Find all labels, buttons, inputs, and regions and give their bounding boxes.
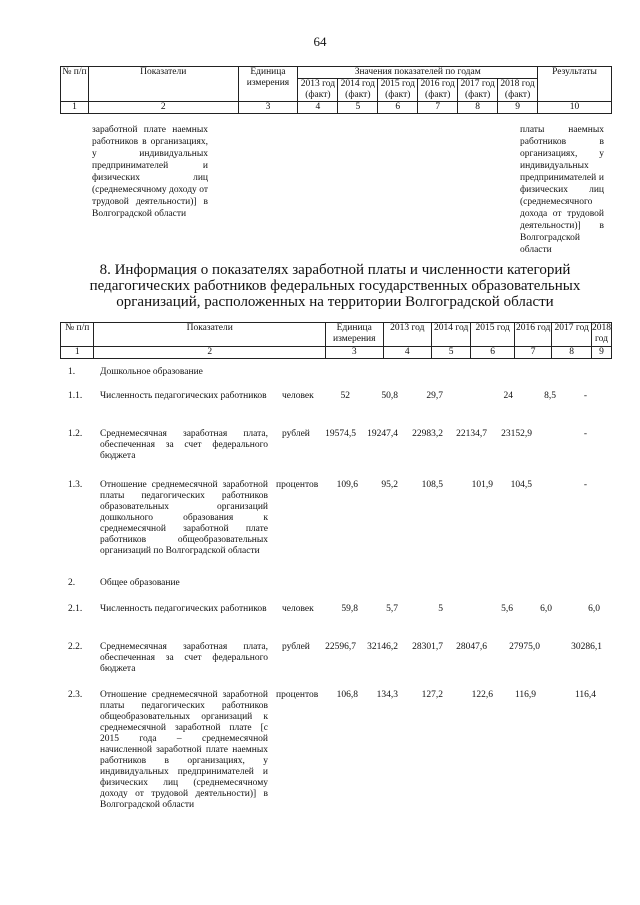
header-unit: Единица измерения (238, 67, 298, 102)
row-no: 1. (68, 367, 76, 377)
row-value: - (583, 391, 587, 401)
row-unit: рублей (282, 642, 310, 652)
column-number: 8 (458, 102, 498, 114)
row-indicator: Среднемесячная заработная плата, обеспеченная за счет федерального бюджета (100, 429, 268, 461)
column-number: 10 (538, 102, 612, 114)
header-year: 2016 год (факт) (418, 79, 458, 102)
row-value: 109,6 (336, 480, 358, 490)
row-value: 101,9 (471, 480, 493, 490)
column-number: 3 (325, 347, 383, 359)
row-value: 116,9 (514, 690, 536, 700)
row-value: 122,6 (471, 690, 493, 700)
row-value: 29,7 (426, 391, 443, 401)
row-indicator: Численность педагогических работников (100, 604, 267, 614)
row-value: 19247,4 (367, 429, 398, 439)
column-number: 6 (471, 347, 514, 359)
column-number: 5 (431, 347, 471, 359)
row-unit: рублей (282, 429, 310, 439)
row-value: - (583, 480, 587, 490)
row-value: 95,2 (381, 480, 398, 490)
main-table-header (60, 322, 612, 359)
row-no: 2.2. (68, 642, 83, 652)
header-no: № п/п (61, 323, 94, 347)
header-year: 2013 год (383, 323, 431, 347)
header-indicators: Показатели (94, 323, 326, 347)
row-unit: процентов (276, 690, 319, 700)
section-heading: Общее образование (100, 578, 180, 588)
row-value: - (583, 429, 587, 439)
header-year: 2017 год (552, 323, 592, 347)
continuation-right-text: платы наемных работников в организациях, у индивидуальных предпринимателей и физических лиц (среднемесячного дохода от трудовой деятельности)] в Волгоградской области (520, 125, 604, 255)
column-number: 4 (383, 347, 431, 359)
row-value: 106,8 (336, 690, 358, 700)
header-year: 2014 год (431, 323, 471, 347)
section-title: 8. Информация о показателях заработной платы и численности категорий педагогических работников федеральных государственных образовательных организаций, расположенных на территории Волгоградской области (89, 262, 581, 310)
row-value: 6,0 (588, 604, 600, 614)
row-value: 22983,2 (412, 429, 443, 439)
header-year: 2013 год (факт) (298, 79, 338, 102)
header-year: 2017 год (факт) (458, 79, 498, 102)
column-number: 1 (61, 102, 89, 114)
column-number: 7 (514, 347, 552, 359)
column-number: 6 (378, 102, 418, 114)
row-value: 23152,9 (501, 429, 532, 439)
column-number: 2 (88, 102, 238, 114)
column-number: 3 (238, 102, 298, 114)
header-unit: Единица измерения (325, 323, 383, 347)
row-value: 6,0 (540, 604, 552, 614)
row-value: 5,7 (386, 604, 398, 614)
row-value: 22596,7 (325, 642, 356, 652)
header-no: № п/п (61, 67, 89, 102)
column-number: 9 (498, 102, 538, 114)
page-number: 64 (313, 34, 327, 49)
header-values: Значения показателей по годам (298, 67, 538, 79)
header-year: 2018 год (591, 323, 611, 347)
column-number: 2 (94, 347, 326, 359)
row-value: 52 (340, 391, 350, 401)
row-indicator: Отношение среднемесячной заработной платы педагогических работников общеобразовательных организаций к среднемесячной заработной плате [с 2015 года – среднемесячной начисленной заработной плате наемных работников в организациях, у индивидуальных предпринимателей и физических лиц (среднемесячному доходу от трудовой деятельности)] в Волгоградской области (100, 690, 268, 810)
row-indicator: Отношение среднемесячной заработной платы педагогических работников образовательных организаций дошкольного образования к среднемесячной заработной плате работников общеобразовательных организаций по Волгоградской области (100, 480, 268, 556)
header-year: 2015 год (471, 323, 514, 347)
header-year: 2015 год (факт) (378, 79, 418, 102)
row-value: 32146,2 (367, 642, 398, 652)
row-value: 5 (438, 604, 443, 614)
row-value: 108,5 (421, 480, 443, 490)
row-no: 1.2. (68, 429, 83, 439)
row-unit: процентов (276, 480, 319, 490)
header-results: Результаты (538, 67, 612, 102)
row-value: 24 (503, 391, 513, 401)
column-number: 8 (552, 347, 592, 359)
continuation-left-text: заработной плате наемных работников в организациях, у индивидуальных предпринимателей и физических лиц (среднемесячному доходу от трудовой деятельности)] в Волгоградской области (92, 125, 208, 219)
row-indicator: Среднемесячная заработная плата, обеспеченная за счет федерального бюджета (100, 642, 268, 674)
row-value: 8,5 (544, 391, 556, 401)
row-unit: человек (282, 391, 314, 401)
column-number: 5 (338, 102, 378, 114)
row-value: 19574,5 (325, 429, 356, 439)
column-number: 7 (418, 102, 458, 114)
column-number: 1 (61, 347, 94, 359)
header-year: 2016 год (514, 323, 552, 347)
row-value: 50,8 (381, 391, 398, 401)
column-number: 9 (591, 347, 611, 359)
row-indicator: Численность педагогических работников (100, 391, 267, 401)
top-table-header (60, 66, 612, 114)
row-value: 27975,0 (509, 642, 540, 652)
row-no: 2.3. (68, 690, 83, 700)
row-value: 59,8 (341, 604, 358, 614)
row-no: 1.3. (68, 480, 83, 490)
row-value: 28047,6 (456, 642, 487, 652)
row-no: 2.1. (68, 604, 83, 614)
row-value: 5,6 (501, 604, 513, 614)
row-value: 22134,7 (456, 429, 487, 439)
row-value: 116,4 (574, 690, 596, 700)
column-number: 4 (298, 102, 338, 114)
header-year: 2018 год (факт) (498, 79, 538, 102)
section-heading: Дошкольное образование (100, 367, 203, 377)
row-unit: человек (282, 604, 314, 614)
row-no: 2. (68, 578, 76, 588)
row-value: 104,5 (510, 480, 532, 490)
header-year: 2014 год (факт) (338, 79, 378, 102)
row-value: 134,3 (376, 690, 398, 700)
row-value: 30286,1 (571, 642, 602, 652)
row-no: 1.1. (68, 391, 83, 401)
header-indicators: Показатели (88, 67, 238, 102)
row-value: 127,2 (421, 690, 443, 700)
row-value: 28301,7 (412, 642, 443, 652)
